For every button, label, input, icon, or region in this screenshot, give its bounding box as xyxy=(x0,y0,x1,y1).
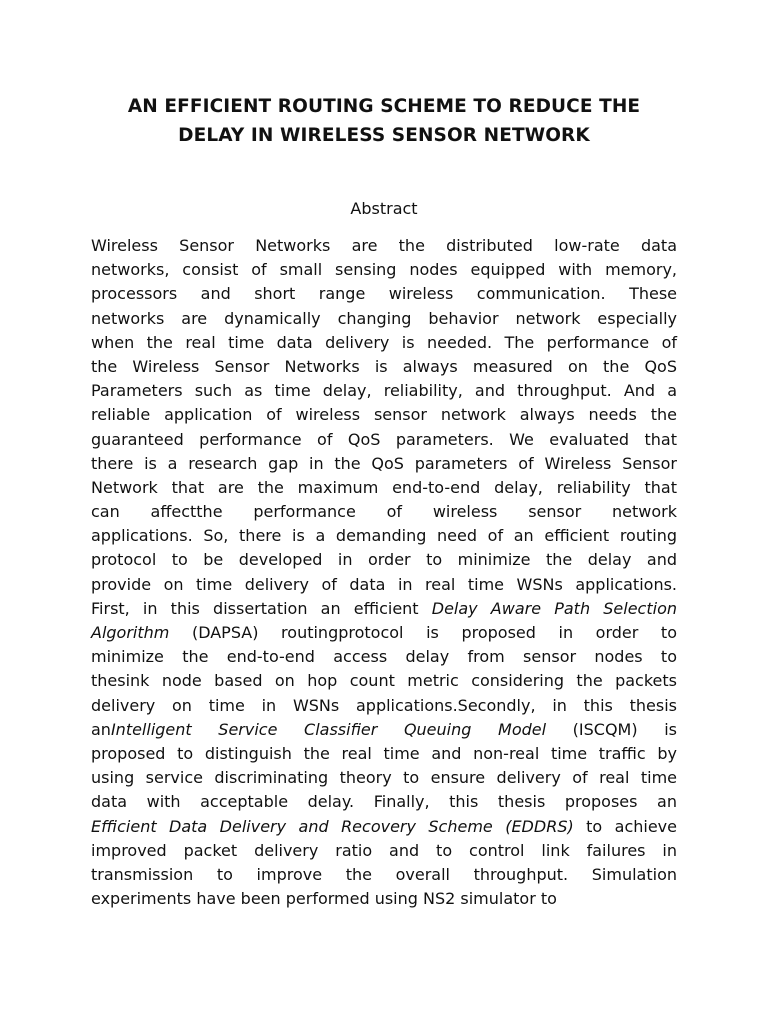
abstract-italic-term: Delay Aware Path Selection xyxy=(431,598,678,618)
abstract-line xyxy=(91,790,677,814)
title-line-1: AN EFFICIENT ROUTING SCHEME TO REDUCE THE xyxy=(127,96,641,117)
abstract-italic-term: Algorithm xyxy=(91,623,170,642)
abstract-text: improved packet delivery ratio and to control link failures in xyxy=(91,840,677,860)
abstract-line xyxy=(91,887,677,911)
abstract-line xyxy=(91,307,677,331)
abstract-italic-term: Efficient Data Delivery and Recovery Scheme (EDDRS) xyxy=(91,816,574,836)
document-title xyxy=(80,92,688,150)
abstract-text: minimize the end-to-end access delay from sensor nodes to xyxy=(91,647,677,667)
abstract-line xyxy=(91,742,677,766)
abstract-text: guaranteed performance of QoS parameters. We evaluated that xyxy=(91,429,677,449)
abstract-heading: Abstract xyxy=(350,199,418,218)
abstract-text: reliable application of wireless sensor network always needs the xyxy=(91,405,677,425)
abstract-text: First, in this dissertation an efficient xyxy=(91,598,432,618)
abstract-text: can affectthe performance of wireless sensor network xyxy=(91,502,677,522)
abstract-text: the Wireless Sensor Networks is always measured on the QoS xyxy=(91,356,677,376)
abstract-body xyxy=(91,234,677,911)
abstract-line xyxy=(91,355,677,379)
abstract-text: there is a research gap in the QoS parameters of Wireless Sensor xyxy=(91,453,677,473)
abstract-text: delivery on time in WSNs applications.Secondly, in this thesis xyxy=(91,695,677,715)
abstract-line xyxy=(91,331,677,355)
abstract-line xyxy=(91,258,677,282)
abstract-line xyxy=(91,669,677,693)
abstract-text: applications. So, there is a demanding need of an efficient routing xyxy=(91,526,677,546)
abstract-line xyxy=(91,548,677,572)
abstract-line xyxy=(91,597,677,621)
abstract-line xyxy=(91,476,677,500)
abstract-line xyxy=(91,815,677,839)
abstract-text: experiments have been performed using NS2 simulator to xyxy=(91,889,557,909)
abstract-text: (ISCQM) is xyxy=(546,719,677,739)
abstract-text: to achieve xyxy=(573,816,677,836)
abstract-text: an xyxy=(91,719,111,739)
abstract-line xyxy=(91,403,677,427)
abstract-text: when the real time data delivery is needed. The performance of xyxy=(91,332,677,352)
title-line-2: DELAY IN WIRELESS SENSOR NETWORK xyxy=(178,125,590,146)
abstract-line xyxy=(91,573,677,597)
abstract-line xyxy=(91,621,677,645)
abstract-line xyxy=(91,282,677,306)
abstract-text: networks, consist of small sensing nodes equipped with memory, xyxy=(91,260,677,280)
abstract-text: Parameters such as time delay, reliability, and throughput. And a xyxy=(91,381,677,401)
abstract-line xyxy=(91,766,677,790)
abstract-line xyxy=(91,839,677,863)
abstract-text: processors and short range wireless communication. These xyxy=(91,284,677,304)
abstract-italic-term: Intelligent Service Classifier Queuing Model xyxy=(110,719,547,739)
abstract-line xyxy=(91,645,677,669)
abstract-line xyxy=(91,500,677,524)
abstract-line xyxy=(91,863,677,887)
abstract-text: transmission to improve the overall throughput. Simulation xyxy=(91,864,677,884)
abstract-text: thesink node based on hop count metric considering the packets xyxy=(91,671,677,691)
abstract-line xyxy=(91,694,677,718)
abstract-text: (DAPSA) routingprotocol is proposed in order to xyxy=(169,623,677,642)
abstract-text: Network that are the maximum end-to-end delay, reliability that xyxy=(91,477,677,497)
abstract-text: data with acceptable delay. Finally, this thesis proposes an xyxy=(91,792,677,812)
abstract-line xyxy=(91,234,677,258)
abstract-line xyxy=(91,428,677,452)
abstract-line xyxy=(91,379,677,403)
abstract-text: networks are dynamically changing behavior network especially xyxy=(91,308,677,328)
abstract-text: provide on time delivery of data in real time WSNs applications. xyxy=(91,574,677,594)
abstract-text: proposed to distinguish the real time and non-real time traffic by xyxy=(91,743,677,763)
abstract-text: protocol to be developed in order to minimize the delay and xyxy=(91,550,677,570)
abstract-text: Wireless Sensor Networks are the distributed low-rate data xyxy=(91,236,677,255)
abstract-text: using service discriminating theory to ensure delivery of real time xyxy=(91,768,677,788)
abstract-line xyxy=(91,452,677,476)
abstract-line xyxy=(91,718,677,742)
abstract-line xyxy=(91,524,677,548)
